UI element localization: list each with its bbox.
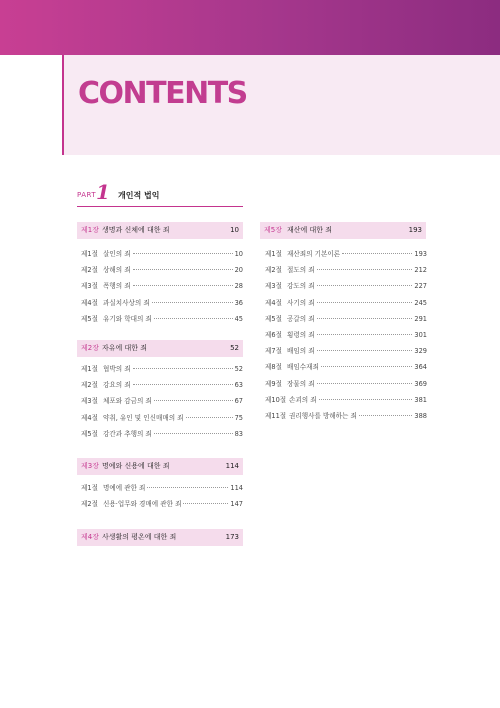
section-page: 63: [234, 381, 243, 390]
section-page: 193: [414, 250, 427, 258]
part-label: PART: [77, 191, 97, 199]
section-title: 체포와 감금의 죄: [103, 397, 152, 406]
toc-entry[interactable]: [81, 311, 243, 327]
toc-entry[interactable]: [265, 327, 427, 343]
section-number: 제2절: [81, 500, 98, 509]
toc-entry[interactable]: [81, 426, 243, 442]
section-page: 364: [414, 363, 427, 372]
chapter-number: 제2장: [81, 344, 99, 352]
section-title: 강도의 죄: [287, 282, 315, 291]
section-page: 75: [234, 413, 243, 422]
section-title: 절도의 죄: [287, 266, 315, 275]
chapter-number: 제5장: [264, 226, 282, 234]
toc-entry[interactable]: [81, 295, 243, 311]
toc-entry[interactable]: [265, 278, 427, 294]
section-number: 제3절: [81, 397, 98, 406]
toc-entry[interactable]: [265, 311, 427, 327]
section-number: 제1절: [265, 250, 282, 258]
chapter-page: 114: [225, 462, 239, 470]
section-title: 과실치사상의 죄: [103, 298, 150, 307]
dot-leader: [317, 350, 413, 351]
section-page: 212: [414, 266, 427, 275]
section-number: 제8절: [265, 363, 282, 372]
toc-entry[interactable]: [265, 343, 427, 359]
section-title: 협박의 죄: [103, 365, 131, 373]
section-title: 배임수재죄: [287, 363, 319, 372]
dot-leader: [317, 285, 413, 286]
dot-leader: [133, 253, 233, 254]
section-number: 제11절: [265, 411, 287, 420]
chapter-3-header[interactable]: [77, 458, 243, 475]
toc-entry[interactable]: [81, 246, 243, 262]
section-page: 245: [414, 298, 427, 307]
section-page: 147: [230, 500, 243, 509]
section-page: 10: [234, 250, 243, 258]
chapter-2-sections: [81, 361, 243, 442]
dot-leader: [147, 487, 228, 488]
dot-leader: [317, 302, 413, 303]
chapter-page: 193: [408, 226, 422, 234]
section-number: 제7절: [265, 347, 282, 356]
section-number: 제1절: [81, 250, 98, 258]
chapter-5-sections: [265, 246, 427, 424]
toc-entry[interactable]: [265, 246, 427, 262]
section-title: 강간과 추행의 죄: [103, 429, 152, 438]
toc-entry[interactable]: [81, 480, 243, 496]
section-title: 폭행의 죄: [103, 282, 131, 291]
toc-entry[interactable]: [265, 408, 427, 424]
section-number: 제1절: [81, 365, 98, 373]
section-number: 제2절: [81, 266, 98, 275]
section-number: 제2절: [265, 266, 282, 275]
section-title: 손괴의 죄: [289, 395, 317, 404]
part-divider: [77, 206, 243, 207]
toc-entry[interactable]: [265, 295, 427, 311]
dot-leader: [317, 383, 413, 384]
dot-leader: [317, 318, 413, 319]
section-title: 유기와 학대의 죄: [103, 314, 152, 323]
toc-entry[interactable]: [265, 376, 427, 392]
section-number: 제10절: [265, 395, 287, 404]
header-band: [0, 0, 500, 55]
toc-entry[interactable]: [265, 392, 427, 408]
chapter-4-header[interactable]: [77, 529, 243, 546]
toc-entry[interactable]: [81, 410, 243, 426]
section-page: 20: [234, 266, 243, 275]
toc-entry[interactable]: [81, 377, 243, 393]
toc-entry[interactable]: [81, 496, 243, 512]
toc-entry[interactable]: [81, 393, 243, 409]
section-title: 강요의 죄: [103, 381, 131, 390]
section-page: 227: [414, 282, 427, 291]
section-number: 제3절: [265, 282, 282, 291]
section-page: 83: [234, 429, 243, 438]
section-title: 재산죄의 기본이론: [287, 250, 341, 258]
section-number: 제5절: [81, 429, 98, 438]
section-page: 114: [230, 484, 243, 492]
chapter-3-sections: [81, 480, 243, 512]
chapter-title: 명예와 신용에 대한 죄: [102, 462, 170, 470]
section-title: 배임의 죄: [287, 347, 315, 356]
dot-leader: [317, 334, 413, 335]
chapter-number: 제1장: [81, 226, 99, 234]
chapter-page: 10: [230, 226, 239, 234]
section-page: 291: [414, 314, 427, 323]
chapter-title: 사생활의 평온에 대한 죄: [102, 533, 177, 541]
section-number: 제4절: [265, 298, 282, 307]
toc-entry[interactable]: [81, 278, 243, 294]
section-title: 상해의 죄: [103, 266, 131, 275]
section-number: 제1절: [81, 484, 98, 492]
dot-leader: [183, 503, 228, 504]
dot-leader: [133, 269, 233, 270]
section-title: 신용·업무와 경매에 관한 죄: [103, 500, 182, 509]
dot-leader: [154, 318, 233, 319]
dot-leader: [154, 433, 233, 434]
toc-entry[interactable]: [265, 359, 427, 375]
dot-leader: [342, 253, 412, 254]
section-page: 52: [234, 365, 243, 373]
dot-leader: [317, 269, 413, 270]
chapter-number: 제3장: [81, 462, 99, 470]
dot-leader: [152, 302, 233, 303]
section-number: 제9절: [265, 379, 282, 388]
section-title: 횡령의 죄: [287, 330, 315, 339]
section-number: 제6절: [265, 330, 282, 339]
section-page: 67: [234, 397, 243, 406]
chapter-title: 자유에 대한 죄: [102, 344, 148, 352]
section-page: 301: [414, 330, 427, 339]
part-number: 1: [96, 180, 110, 204]
chapter-number: 제4장: [81, 533, 99, 541]
section-title: 권리행사를 방해하는 죄: [289, 411, 357, 420]
section-title: 공갈의 죄: [287, 314, 315, 323]
section-title: 장물의 죄: [287, 379, 315, 388]
toc-entry[interactable]: [265, 262, 427, 278]
part-title: 개인적 법익: [118, 191, 160, 200]
section-title: 약취, 유인 및 인신매매의 죄: [103, 413, 184, 422]
section-title: 사기의 죄: [287, 298, 315, 307]
dot-leader: [133, 384, 233, 385]
dot-leader: [359, 415, 413, 416]
section-number: 제2절: [81, 381, 98, 390]
dot-leader: [154, 400, 233, 401]
dot-leader: [133, 368, 233, 369]
section-page: 388: [414, 411, 427, 420]
section-number: 제4절: [81, 298, 98, 307]
toc-entry[interactable]: [81, 361, 243, 377]
dot-leader: [133, 285, 233, 286]
page-title: CONTENTS: [78, 76, 247, 111]
section-number: 제3절: [81, 282, 98, 291]
dot-leader: [321, 366, 413, 367]
chapter-1-sections: [81, 246, 243, 327]
chapter-title: 생명과 신체에 대한 죄: [102, 226, 170, 234]
toc-entry[interactable]: [81, 262, 243, 278]
section-page: 28: [234, 282, 243, 291]
chapter-1-header[interactable]: [77, 222, 243, 239]
chapter-page: 173: [225, 533, 239, 541]
chapter-title: 재산에 대한 죄: [287, 226, 333, 234]
section-page: 329: [414, 347, 427, 356]
section-number: 제5절: [81, 314, 98, 323]
section-page: 381: [414, 395, 427, 404]
section-title: 살인의 죄: [103, 250, 131, 258]
chapter-page: 52: [230, 344, 239, 352]
chapter-2-header[interactable]: [77, 340, 243, 357]
section-number: 제5절: [265, 314, 282, 323]
dot-leader: [186, 417, 233, 418]
section-title: 명예에 관한 죄: [103, 484, 146, 492]
section-page: 36: [234, 298, 243, 307]
section-page: 369: [414, 379, 427, 388]
dot-leader: [319, 399, 413, 400]
chapter-5-header[interactable]: [260, 222, 426, 239]
section-number: 제4절: [81, 413, 98, 422]
section-page: 45: [234, 314, 243, 323]
